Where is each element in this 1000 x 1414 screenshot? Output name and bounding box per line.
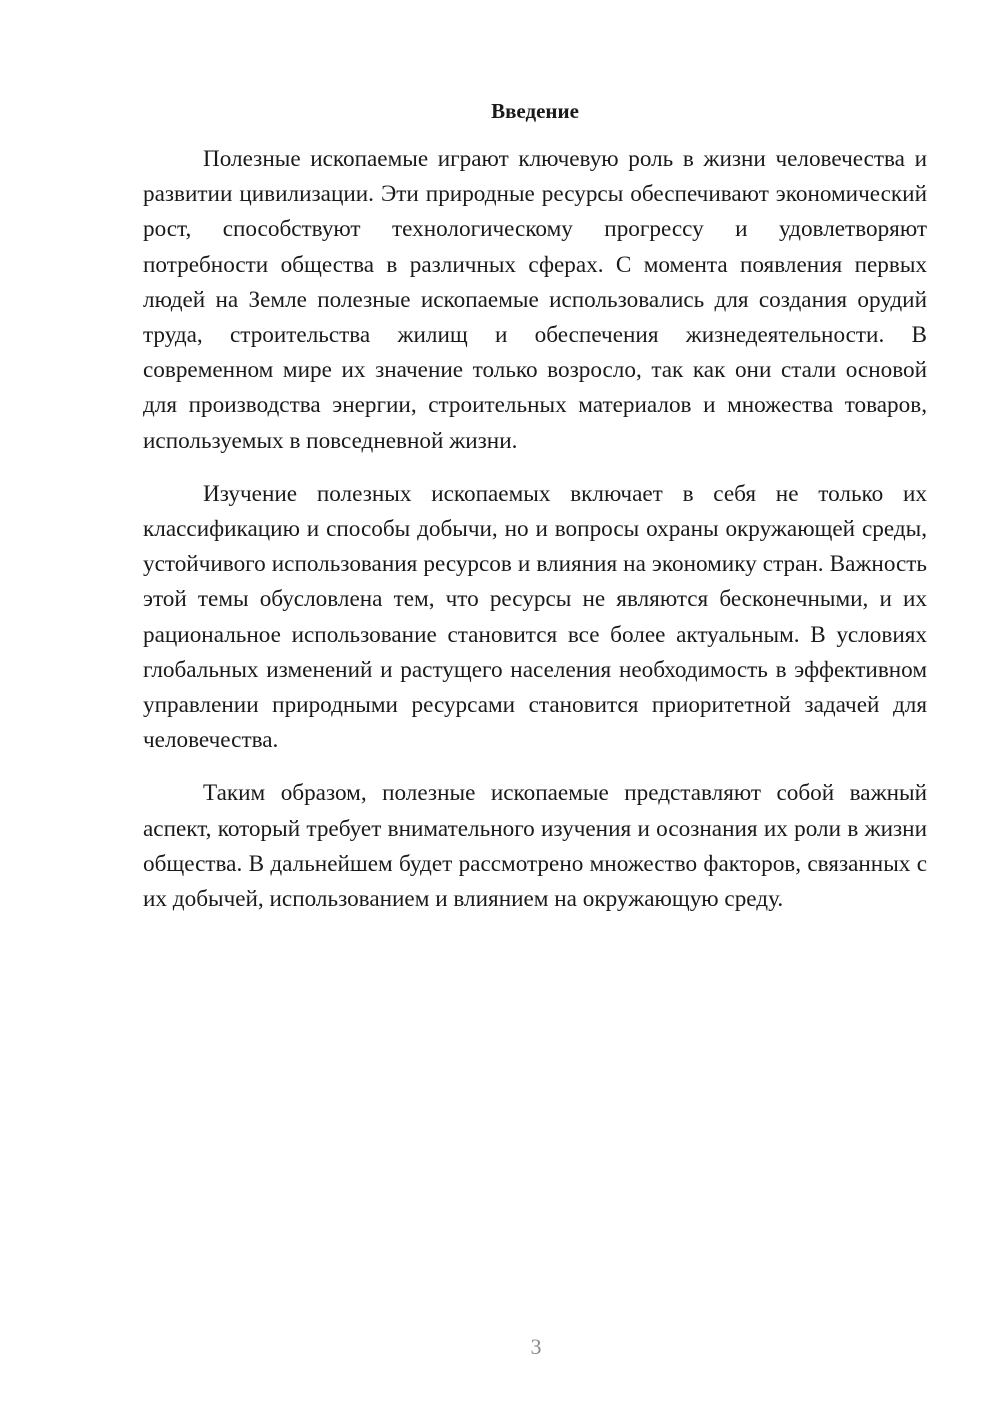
page-content xyxy=(143,96,927,917)
paragraph-2: Изучение полезных ископаемых включает в себя не только их классификацию и способы добычи, но и вопросы охраны окружающей среды, устойчивого использования ресурсов и влияния на экономику стран. Важность этой темы обусловлена тем, что ресурсы не являются бесконечными, и их рациональное использование становится все более актуальным. В условиях глобальных изменений и растущего населения необходимость в эффективном управлении природными ресурсами становится приоритетной задачей для человечества. xyxy=(143,480,927,754)
page-number: 3 xyxy=(530,1334,542,1359)
section-title: Введение xyxy=(491,99,579,123)
paragraph-1: Полезные ископаемые играют ключевую роль в жизни человечества и развитии цивилизации. Эти природные ресурсы обеспечивают экономический рост, способствуют технологическому прогрессу и удовлетворяют потребности общества в различных сферах. С момента появления первых людей на Земле полезные ископаемые использовались для создания орудий труда, строительства жилищ и обеспечения жизнедеятельности. В современном мире их значение только возросло, так как они стали основой для производства энергии, строительных материалов и множества товаров, используемых в повседневной жизни. xyxy=(143,146,927,454)
paragraph-3: Таким образом, полезные ископаемые представляют собой важный аспект, который требует внимательного изучения и осознания их роли в жизни общества. В дальнейшем будет рассмотрено множество факторов, связанных с их добычей, использованием и влиянием на окружающую среду. xyxy=(143,780,927,913)
